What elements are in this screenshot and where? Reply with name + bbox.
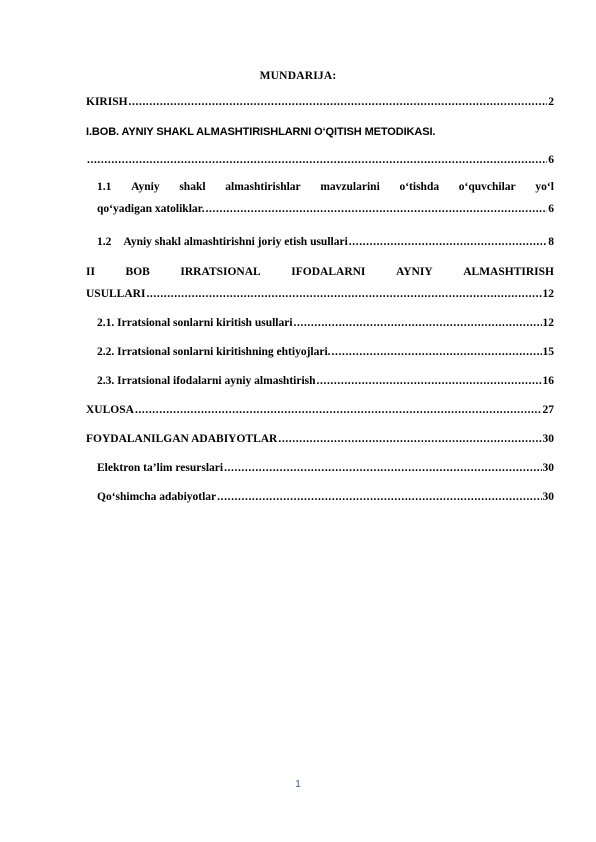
toc-word: o‘quvchilar: [458, 181, 516, 193]
toc-leader: [217, 490, 541, 504]
toc-entry-2-1[interactable]: [97, 316, 554, 330]
toc-page: 30: [542, 462, 554, 474]
toc-leader: [349, 235, 547, 249]
toc-leader: [294, 316, 542, 330]
toc-leader: [332, 345, 542, 359]
toc-label: 2.1. Irratsional sonlarni kiritish usullari: [97, 317, 293, 329]
toc-label-line1: [97, 180, 554, 194]
toc-page: 6: [548, 154, 554, 166]
toc-page: 16: [542, 375, 554, 387]
toc-leader: [129, 95, 548, 109]
toc-page: 12: [542, 317, 554, 329]
toc-entry-xulosa[interactable]: [86, 403, 554, 417]
toc-word: mavzularini: [320, 181, 380, 193]
toc-page: 30: [542, 491, 554, 503]
toc-word: yo‘l: [535, 181, 554, 193]
toc-entry-2-2[interactable]: [97, 345, 554, 359]
toc-entry-bob2[interactable]: [86, 265, 554, 301]
toc-entry-elektron[interactable]: [97, 461, 554, 475]
toc-leader: [87, 153, 547, 167]
toc-page: 2: [548, 96, 554, 108]
toc-label: Qo‘shimcha adabiyotlar: [97, 491, 217, 503]
toc-page: 30: [542, 433, 554, 445]
toc-word: BOB: [125, 266, 150, 278]
toc-page: 8: [548, 236, 554, 248]
toc-page: 27: [542, 404, 554, 416]
toc-label-line2: qo‘yadigan xatoliklar.: [97, 203, 205, 215]
toc-word: o‘tishda: [399, 181, 440, 193]
toc-page: 12: [542, 288, 554, 300]
toc-leader: [135, 403, 542, 417]
toc-word: II: [86, 266, 95, 278]
toc-number: 1.2: [97, 236, 112, 248]
toc-word: IRRATSIONAL: [180, 266, 261, 278]
toc-word: IFODALARNI: [291, 266, 366, 278]
toc-word: almashtirishlar: [225, 181, 301, 193]
toc-leader: [317, 374, 542, 388]
toc-label: 2.2. Irratsional sonlarni kiritishning ehtiyojlari.: [97, 346, 331, 358]
toc-leader: [146, 287, 541, 301]
toc-word: ALMASHTIRISH: [463, 266, 554, 278]
toc-entry-2-3[interactable]: [97, 374, 554, 388]
toc-entry-bob1[interactable]: [86, 125, 554, 167]
toc-label: FOYDALANILGAN ADABIYOTLAR: [86, 433, 278, 445]
toc-word: AYNIY: [396, 266, 433, 278]
toc-entry-1-2[interactable]: [97, 235, 554, 249]
toc-number: 1.1: [97, 181, 112, 193]
toc-word: Ayniy: [131, 181, 160, 193]
toc-label: XULOSA: [86, 404, 134, 416]
toc-label: KIRISH: [86, 96, 128, 108]
toc-label: I.BOB. AYNIY SHAKL ALMASHTIRISHLARNI O‘QITISH METODIKASI.: [86, 126, 436, 138]
toc-page: 15: [542, 346, 554, 358]
toc-entry-1-1[interactable]: [97, 180, 554, 216]
page-number: 1: [295, 779, 301, 790]
toc-leader: [224, 461, 541, 475]
toc-label: 2.3. Irratsional ifodalarni ayniy almashtirish: [97, 375, 316, 387]
toc-entry-qoshimcha[interactable]: [97, 490, 554, 504]
toc-title: MUNDARIJA:: [259, 70, 337, 82]
toc-label: Ayniy shakl almashtirishni joriy etish usullari: [123, 236, 348, 248]
toc-entry-foydalanilgan[interactable]: [86, 432, 554, 446]
toc-leader: [278, 432, 541, 446]
toc-label: Elektron ta’lim resurslari: [97, 462, 224, 474]
toc-leader: [206, 202, 548, 216]
toc-label-line1: [86, 265, 554, 279]
toc-entry-kirish[interactable]: [86, 95, 554, 109]
toc-word: shakl: [179, 181, 206, 193]
toc-label-line2: USULLARI: [86, 288, 146, 300]
toc-page: 6: [548, 203, 554, 215]
